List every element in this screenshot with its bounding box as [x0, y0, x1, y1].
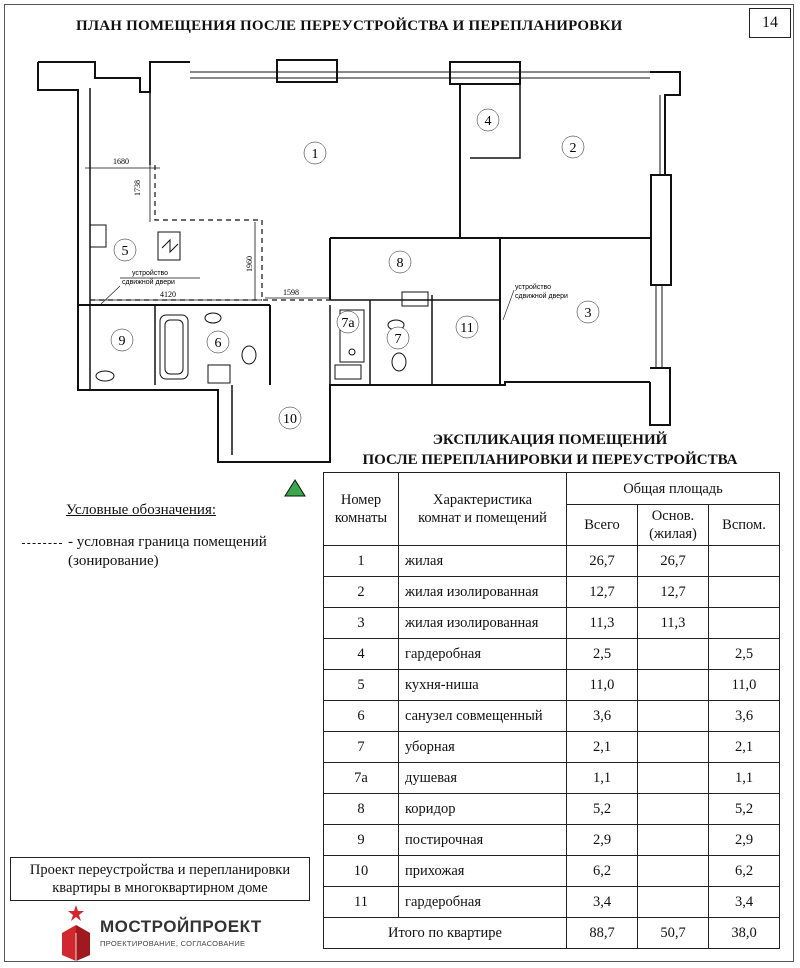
- cell-total: 2,1: [567, 732, 638, 763]
- explication-title-line1: ЭКСПЛИКАЦИЯ ПОМЕЩЕНИЙ: [432, 432, 668, 448]
- room-label-8: 8: [396, 256, 404, 271]
- cell-name: постирочная: [399, 825, 567, 856]
- cell-main: [638, 794, 709, 825]
- cell-aux: [709, 608, 780, 639]
- cell-name: жилая изолированная: [399, 577, 567, 608]
- sliding-door-note-right-2: сдвижной двери: [515, 293, 568, 300]
- logo-tagline: ПРОЕКТИРОВАНИЕ, СОГЛАСОВАНИЕ: [100, 939, 246, 948]
- legend-item-text-2: (зонирование): [68, 553, 159, 569]
- cell-num: 9: [324, 825, 399, 856]
- table-row: [324, 794, 780, 825]
- sliding-door-note-left-2: сдвижной двери: [122, 279, 175, 286]
- cell-name: кухня-ниша: [399, 670, 567, 701]
- project-line2: квартиры в многоквартирном доме: [52, 880, 268, 896]
- table-row: [324, 763, 780, 794]
- cell-main: 11,3: [638, 608, 709, 639]
- room-label-5: 5: [121, 244, 129, 259]
- project-line1: Проект переустройства и перепланировки: [29, 862, 291, 878]
- dimension-1960: 1960: [245, 256, 254, 272]
- cell-aux: 3,4: [709, 887, 780, 918]
- cell-aux: 5,2: [709, 794, 780, 825]
- cell-main: [638, 670, 709, 701]
- cell-name: душевая: [399, 763, 567, 794]
- cell-main: [638, 639, 709, 670]
- cell-total: 12,7: [567, 577, 638, 608]
- room-label-10: 10: [283, 412, 297, 427]
- explication-table: [323, 472, 780, 949]
- cell-name: жилая: [399, 546, 567, 577]
- cell-name: уборная: [399, 732, 567, 763]
- cell-name: санузел совмещенный: [399, 701, 567, 732]
- cell-total: 5,2: [567, 794, 638, 825]
- total-aux: 38,0: [709, 918, 780, 949]
- cell-name: гардеробная: [399, 887, 567, 918]
- legend-item: [22, 533, 267, 571]
- room-label-9: 9: [118, 334, 126, 349]
- dimension-4120: 4120: [160, 290, 176, 299]
- cell-total: 1,1: [567, 763, 638, 794]
- cell-num: 5: [324, 670, 399, 701]
- cell-aux: 3,6: [709, 701, 780, 732]
- cell-main: 26,7: [638, 546, 709, 577]
- cell-name: прихожая: [399, 856, 567, 887]
- legend-item-text: - условная граница помещений: [68, 534, 267, 550]
- cell-name: коридор: [399, 794, 567, 825]
- company-logo: [56, 903, 266, 963]
- header-area-group: Общая площадь: [567, 473, 780, 505]
- header-aux: Вспом.: [709, 505, 780, 546]
- cell-aux: 2,5: [709, 639, 780, 670]
- cell-total: 3,4: [567, 887, 638, 918]
- cell-num: 2: [324, 577, 399, 608]
- header-main: Основ. (жилая): [638, 505, 709, 546]
- explication-title: [340, 430, 760, 470]
- cell-num: 7а: [324, 763, 399, 794]
- explication-title-line2: ПОСЛЕ ПЕРЕПЛАНИРОВКИ И ПЕРЕУСТРОЙСТВА: [362, 452, 738, 468]
- cell-total: 6,2: [567, 856, 638, 887]
- sliding-door-note-left: устройство: [132, 270, 169, 277]
- table-row: [324, 825, 780, 856]
- dashed-line-icon: [22, 543, 62, 571]
- header-name: Характеристика комнат и помещений: [399, 473, 567, 546]
- cell-total: 2,5: [567, 639, 638, 670]
- room-label-3: 3: [584, 306, 592, 321]
- table-row: [324, 732, 780, 763]
- table-row: [324, 856, 780, 887]
- cell-num: 7: [324, 732, 399, 763]
- table-row: [324, 701, 780, 732]
- cell-total: 3,6: [567, 701, 638, 732]
- cell-total: 11,3: [567, 608, 638, 639]
- total-label: Итого по квартире: [324, 918, 567, 949]
- cell-aux: 2,9: [709, 825, 780, 856]
- header-total: Всего: [567, 505, 638, 546]
- dimension-1738: 1738: [133, 180, 142, 196]
- cell-aux: [709, 577, 780, 608]
- table-row: [324, 639, 780, 670]
- cell-num: 3: [324, 608, 399, 639]
- cell-num: 11: [324, 887, 399, 918]
- cell-main: [638, 856, 709, 887]
- room-label-4: 4: [484, 114, 492, 129]
- legend-title: Условные обозначения:: [66, 502, 217, 518]
- cell-name: гардеробная: [399, 639, 567, 670]
- dimension-1680: 1680: [113, 157, 129, 166]
- total-sum: 88,7: [567, 918, 638, 949]
- dimension-1598: 1598: [283, 288, 299, 297]
- header-num: Номер комнаты: [324, 473, 399, 546]
- cell-num: 8: [324, 794, 399, 825]
- cell-aux: 2,1: [709, 732, 780, 763]
- room-label-6: 6: [214, 336, 222, 351]
- project-description: [10, 857, 310, 901]
- table-row: [324, 546, 780, 577]
- cell-num: 4: [324, 639, 399, 670]
- cell-main: 12,7: [638, 577, 709, 608]
- total-row: [324, 918, 780, 949]
- cell-main: [638, 825, 709, 856]
- cell-total: 11,0: [567, 670, 638, 701]
- total-main: 50,7: [638, 918, 709, 949]
- cell-total: 2,9: [567, 825, 638, 856]
- cell-main: [638, 887, 709, 918]
- cell-main: [638, 763, 709, 794]
- room-label-1: 1: [311, 147, 319, 162]
- cell-total: 26,7: [567, 546, 638, 577]
- cell-aux: [709, 546, 780, 577]
- cell-num: 10: [324, 856, 399, 887]
- cell-num: 1: [324, 546, 399, 577]
- cell-aux: 1,1: [709, 763, 780, 794]
- sliding-door-note-right: устройство: [515, 284, 552, 291]
- logo-building-icon: [56, 903, 96, 963]
- table-row: [324, 887, 780, 918]
- room-label-7a: 7а: [341, 316, 355, 331]
- page-title: ПЛАН ПОМЕЩЕНИЯ ПОСЛЕ ПЕРЕУСТРОЙСТВА И ПЕРЕПЛАНИРОВКИ: [76, 18, 623, 34]
- table-row: [324, 577, 780, 608]
- cell-num: 6: [324, 701, 399, 732]
- cell-name: жилая изолированная: [399, 608, 567, 639]
- page-number: 14: [749, 8, 791, 38]
- entrance-triangle-icon: [285, 480, 305, 496]
- logo-name: МОСТРОЙПРОЕКТ: [100, 917, 262, 936]
- room-label-2: 2: [569, 141, 577, 156]
- cell-aux: 6,2: [709, 856, 780, 887]
- table-row: [324, 608, 780, 639]
- room-label-7: 7: [394, 332, 402, 347]
- cell-main: [638, 732, 709, 763]
- room-label-11: 11: [460, 321, 474, 336]
- table-row: [324, 670, 780, 701]
- cell-main: [638, 701, 709, 732]
- cell-aux: 11,0: [709, 670, 780, 701]
